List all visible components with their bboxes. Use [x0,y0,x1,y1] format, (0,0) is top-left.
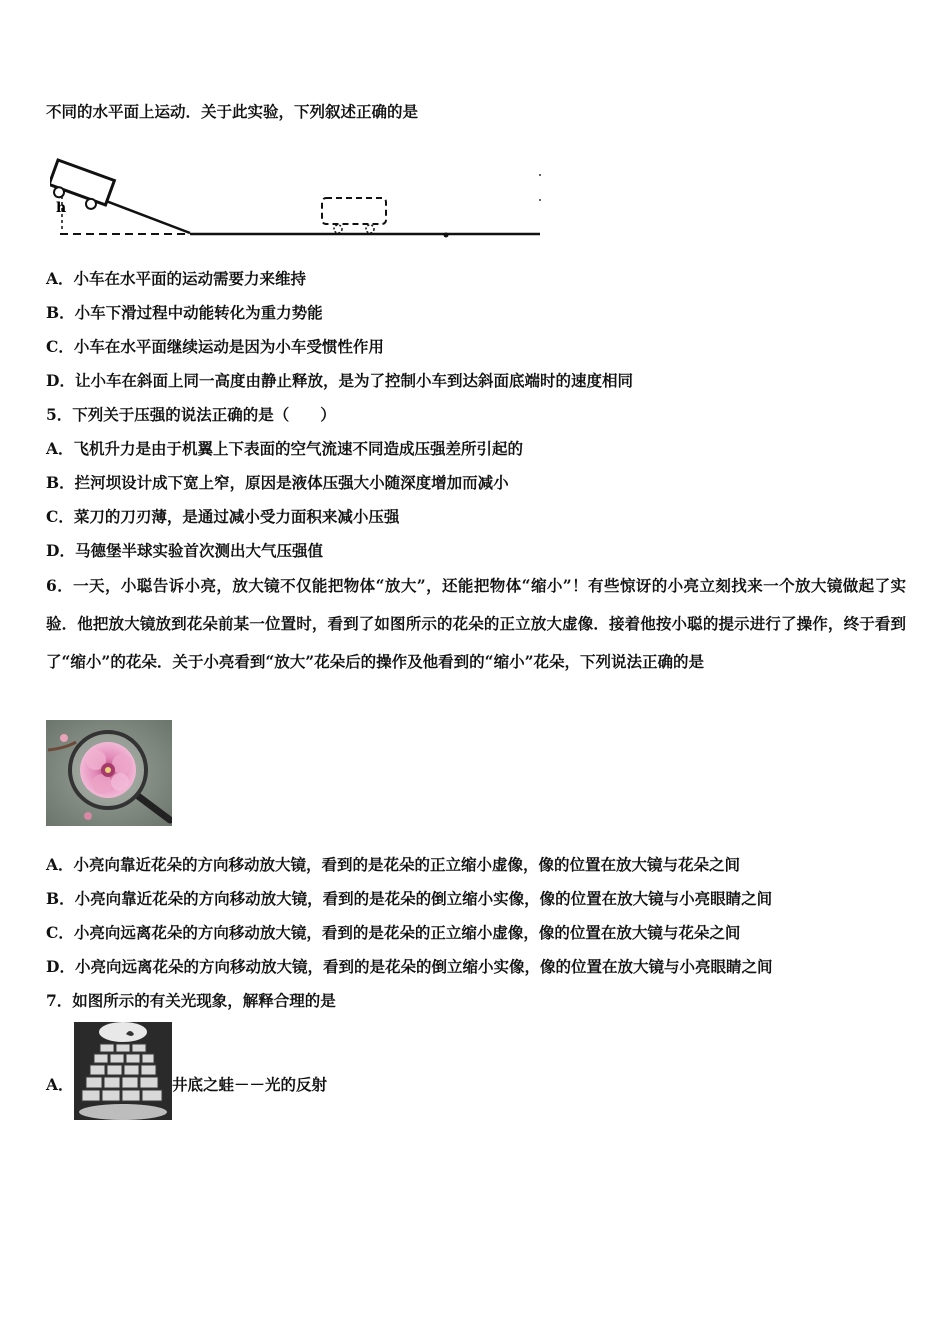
incline-cart-figure [50,140,550,245]
svg-text:h: h [56,200,67,216]
q7-option-a-letter: A． [46,1075,74,1094]
q5-option-d: D．马德堡半球实验首次测出大气压强值 [46,541,323,560]
q4-option-b: B．小车下滑过程中动能转化为重力势能 [46,303,323,322]
q4-option-c: C．小车在水平面继续运动是因为小车受惯性作用 [46,337,384,356]
q6-option-a: A．小亮向靠近花朵的方向移动放大镜，看到的是花朵的正立缩小虚像，像的位置在放大镜与花朵之间 [46,855,741,874]
q5-stem: 5．下列关于压强的说法正确的是（ ） [46,405,336,424]
q5-option-c: C．菜刀的刀刃薄，是通过减小受力面积来减小压强 [46,507,400,526]
q5-option-b: B．拦河坝设计成下宽上窄，原因是液体压强大小随深度增加而减小 [46,473,509,492]
q6-option-b: B．小亮向靠近花朵的方向移动放大镜，看到的是花朵的倒立缩小实像，像的位置在放大镜与小亮眼睛之间 [46,889,773,908]
q5-option-a: A．飞机升力是由于机翼上下表面的空气流速不同造成压强差所引起的 [46,439,524,458]
frog-in-well-figure [74,1022,172,1120]
question-4-stem-tail: 不同的水平面上运动．关于此实验，下列叙述正确的是 [46,102,419,121]
q4-option-a: A．小车在水平面的运动需要力来维持 [46,269,307,288]
q6-stem: 6．一天，小聪告诉小亮，放大镜不仅能把物体“放大”，还能把物体“缩小”！有些惊讶的小亮立刻找来一个放大镜做起了实验．他把放大镜放到花朵前某一位置时，看到了如图所示的花朵的正立放大虚像．接着他按小聪的提示进行了操作，终于看到了“缩小”的花朵．关于小亮看到“放大”花朵后的操作及他看到的“缩小”花朵，下列说法正确的是 [46,576,906,671]
q4-option-d: D．让小车在斜面上同一高度由静止释放，是为了控制小车到达斜面底端时的速度相同 [46,371,633,390]
q6-option-d: D．小亮向远离花朵的方向移动放大镜，看到的是花朵的倒立缩小实像，像的位置在放大镜与小亮眼睛之间 [46,957,773,976]
q7-option-a-text: 井底之蛙－－光的反射 [172,1075,328,1094]
magnifier-flower-photo [46,720,172,826]
q6-option-c: C．小亮向远离花朵的方向移动放大镜，看到的是花朵的正立缩小虚像，像的位置在放大镜与花朵之间 [46,923,741,942]
q7-stem: 7．如图所示的有关光现象，解释合理的是 [46,991,336,1010]
